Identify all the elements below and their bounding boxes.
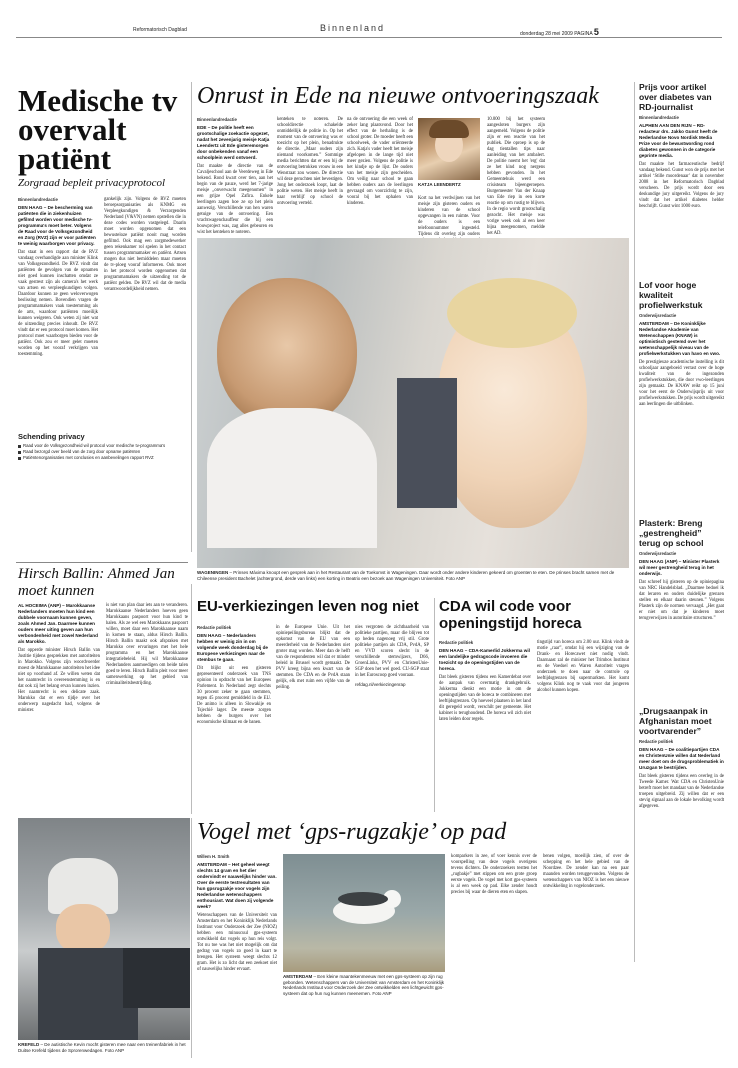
column-divider — [191, 584, 192, 814]
onrust-col3 — [347, 117, 413, 233]
eu-title: EU-verkiezingen leven nog niet — [197, 598, 419, 615]
vogel-caption-text: Een kleine maantekenmeeuw met een gps-systeem op zijn rug gebonden. Wetenschappers van de Universiteit van Amsterdam en het Koninklijk Nederlands Instituut voor Onderzoek der Zee ontwikkelden een lichtgewicht gps-systeem dat op hun rug kunnen meenemen. — [283, 974, 445, 996]
woman-shape — [217, 278, 357, 428]
prijs-lead: ALPHEN AAN DEN RIJN – RD-redacteur drs. Jakko Gunst heeft de Nederlandse Novo Nordisk Media Prize voor de bewustwording rond diabetes gewonnen in de categorie geprinte media. — [639, 123, 718, 158]
schending-bullet: Raad voor de Volksgezondheid wil protocol voor medische tv-programma's — [18, 443, 186, 449]
onrust-col2 — [277, 117, 343, 233]
maxima-photo — [197, 238, 629, 568]
onrust-lead: EDE – De politie heeft een grootschalige zoekactie opgezet, nadat het zevenjarig meisje Katja Leendertz uit Ede gisteremorgen door onbekenden vanaf een schoolplein werd ontvoerd. — [197, 125, 270, 160]
schending-bullet: Patiëntenorganisaties met conclusies en aanbevelingen rapport RVZ — [18, 455, 186, 461]
cda-body2: tingstijd van horeca om 2.00 uur. Klink vindt de motie „raar”, omdat hij een wijziging van de Drank- en Horecawet niet nodig vindt. Daarnaast zal de minister het Trimbos Instituut en de Voedsel en Waren Autoriteit vragen onderzoek te doen naar de controle op leeftijdsgrenzen bij supermarkten. Het komt volgens Klink nog te vaak voor dat jongeren alcohol kunnen kopen. — [537, 640, 629, 693]
cda-kicker: Redactie politiek — [439, 640, 474, 645]
drugs-lead: DEN HAAG – De coalitiepartijen CDA en ChristenUnie willen dat Nederland meer doet om de drugsproblematiek in Uruzgan te bestrijden. — [639, 747, 724, 770]
plasterk-title: Plasterk: Breng „gestrengheid” terug op school — [639, 518, 704, 548]
hirsch-lead: AL HOCEIMA (ANP) – Marokkaanse Nederlanders moeten hun kind een dubbele voornaam kunnen geven, zoals Ahmed Jan. Daarmee kunnen ouders meer uiting geven aan hun verbondenheid met zowel Nederland als Marokko. — [18, 603, 98, 644]
lof-body: De prestigieuze academische instelling is dit schooljaar aangeboeid verrast over de hoge kwaliteit van de ingezonden profielwerkstukken, die door vwo-leerlingen zijn gemaakt. De KNAW reikt op 15 juni voor het eerst de Onderwijsprijs uit voor profielwerkstukken. De prijs wordt uitgereikt aan leerlingen die uitblinken. — [639, 360, 725, 407]
eu-lead: DEN HAAG – Nederlanders hebben er weinig zin in om volgende week donderdag bij de Europese verkiezingen naar de stembus te gaan. — [197, 633, 268, 662]
krefeld-label: KREFELD — [18, 1042, 40, 1047]
onrust-title: Onrust in Ede na nieuwe ontvoeringszaak — [197, 83, 599, 109]
prijs-title: Prijs voor artikel over diabetes van RD-journalist — [639, 82, 712, 112]
lof-kicker: Onderwijsredactie — [639, 313, 677, 318]
vogel-photo-caption: AMSTERDAM – Een kleine maantekenmeeuw met een gps-systeem op zijn rug gebonden. Wetenschappers van de Universiteit van Amsterdam en het Koninklijk Nederlands Instituut voor Onderzoek der Zee ontwikkelden een lichtgewicht gps-systeem dat op hun rug kunnen meenemen. Foto ANP — [283, 974, 445, 996]
katja-photo — [418, 118, 480, 180]
onrust-body2: kenteken te noteren. De schooldirectie schakelde onmiddellijk de politie in. Op het moment van de ontvoering was er toezicht op het plein, benadrukte de directie. „Maar ouders zijn niemand voorkomen.” Sommige media berichtten dat er een bij de ontvoering betrokken vrouw in een Wenstraat zou wonen. De directie wil deze geruchten niet bevestigen. Jong het onderzoek loopt, laat de politie weten. Het meisje heeft in haar verblijf op school de ontvoering verteld. — [277, 117, 343, 206]
child-hair-shape — [447, 278, 577, 348]
cda-col2 — [537, 640, 629, 812]
panel-shape — [123, 948, 190, 1008]
plasterk-body: Dat schreef hij gisteren op de opiniepagina van NRC Handelsblad. „Daarmee bedoel ik dat leraren en ouders duidelijke grenzen stellen en elkaar daarin steunen.” Volgens Plasterk zijn de normen vervaagd. „Het gaat er niet om dat je kinderen moet terugverwijzen in autoritaire structuren.” — [639, 580, 724, 621]
medische-title: Medische tv overvalt patiënt — [18, 83, 178, 176]
plasterk-lead: DEN HAAG (ANP) – Minister Plasterk wil meer gestrengheid terug in het onderwijs. — [639, 559, 720, 576]
medische-kicker: Binnenlandredactie — [18, 197, 58, 202]
vogel-col3 — [451, 854, 537, 1058]
schending-title: Schending privacy — [18, 432, 85, 441]
column-divider — [634, 82, 635, 962]
eu-col2 — [276, 625, 350, 815]
prijs-body: Dat maakte het farmaceutische bedrijf vandaag bekend. Gunst won de prijs met het artikel ‘Stille moordenaar’ dat in november 2008 in het Reformatorisch Dagblad verscheen. De prijs wordt door een deskundige jury uitgereikt. Volgens de jury vindt dat het artikel diabetes helder beschrijft. Gunst wint 1000 euro. — [639, 162, 724, 209]
eu-body2: in de Europese Unie. Uit het opiniepeilingsbureau blijkt dat de opkomst van de EU van een meerderheid van de Nederlanders niet groter mag worden. Meer dan de helft van de respondenten wil dat er minder beleid in Brussel wordt gemaakt. De PVV kreeg bijna een kwart van de stemmen. De CDA en de PvdA staan gelijk, elk met ruim een vijfde van de peiling. — [276, 625, 350, 690]
medische-body1: Dat staat in een rapport dat de RVZ vandaag overhandigde aan minister Klink van Volksgezondheid. De RVZ vindt dat patiënten de gevolgen van de opnamen niet goed kunnen inschatten omdat ze vaak gestrest zijn als camera's het werk van artsen en verpleegkundigen volgen. Daardoor kunnen ze geen weloverwogen beslissing nemen. Bovendien vragen de programmamakers vaak toestemming als de arts, waardoor patiënten moeilijk kunnen weigeren. Ook weten zij niet wat de uitzending precies inhoudt. De RVZ vindt dat er een protocol moet komen. Het protocol moet waarborgen bieden voor de patiënt. Ook zou er meer gelet moeten worden op het vooraf verkrijgen van toestemming. — [18, 250, 98, 357]
krefeld-photo — [18, 818, 190, 1040]
page-info — [520, 27, 599, 37]
medische-subtitle: Zorgraad bepleit privacyprotocol — [18, 177, 166, 189]
vogel-col1 — [197, 854, 277, 1058]
onrust-body3: na de ontvoering die een week of zeker lang plaatsvond. Door het effect van de herhaling is de school groter. De moeder heeft een schoolweek, de vader oriënteerde zich. Katja's vader heeft het meisje afgelopen in de lange tijd niet meer gezien. Volgens de politie is het kindje op de lijst. De ouders van het meisje zijn gescheiden. Om veilig naar school te gaan hebben ouders aan de leerlingen gevraagd om voorzichtig te zijn, vooral bij het ophalen van kinderen. — [347, 117, 413, 206]
newspaper-name: Reformatorisch Dagblad — [133, 27, 187, 33]
onrust-col1 — [197, 117, 273, 233]
vogel-title-block — [197, 818, 629, 852]
maxima-caption-text: Prinses Máxima knoopt een gesprek aan in het Restaurant van de Toekomst in Wageningen. Daar wordt onder andere kinderen gekeerd om groenten te eten. De prinses bracht samen met de Chileense president Bachelet (achtergrond, derde van links) een korting in Beatrix een bezoek aan Wageningen Universiteit. — [197, 570, 615, 581]
schending-bullet: Raad bezorgd over beeld van de zorg door opname patiënten — [18, 449, 186, 455]
column-divider — [434, 598, 435, 812]
onrust-col5 — [418, 196, 480, 236]
cda-lead: DEN HAAG – CDA-Kamerlid Jokkerma wil een landelijke gedragscode invoeren die toezicht op de openingstijden van de horeca. — [439, 648, 530, 671]
eu-link[interactable]: refdag.nl/verkiezingenrap — [355, 682, 406, 687]
krefeld-caption: KREFELD – De autistische Kevin mocht gisteren mee naar een treinenfabriek in het Duitse Krefeld tijdens de Sprorenwedagen. Foto ANP — [18, 1042, 186, 1053]
prijs-kicker: Binnenlandredactie — [639, 115, 679, 120]
vogel-body3: benen volgen, moeilijk zien, of over de schepping en het hele gebied van de Noordzee. De zender kan na een paar maanden worden teruggevonden. Volgens de wetenschappers van NIOZ is het een nieuwe ontwikkeling in vogelonderzoek. — [543, 854, 629, 889]
onrust-body5: Kort na het verdwijnen van het meisje zijn gisteren ouders en kinderen van de school opgevangen in een ruimte. Voor de ouders is een telefoonnummer ingesteld. Tijdens dit overleg zijn ouders — [418, 196, 480, 237]
hirsch-col2 — [106, 603, 188, 808]
vogel-lead: AMSTERDAM – Het geheel weegt slechts 14 gram en het dier ondervindt er nauwelijks hinder van. Over de eerste testresultaten van hun gpsrugzakje voor vogels zijn Nederlandse wetenschappers enthousiast. Wat doen zij volgende week? — [197, 862, 277, 909]
header-rule — [16, 37, 722, 38]
eu-body1: Dit blijkt uit een gisteren gepresenteerd onderzoek van TNS opinion in opdracht van het Europees Parlement. In Nederland zegt slechts 30 procent zeker te gaan stemmen, tegen 45 procent gemiddeld in de EU. De animo is alleen in Slowakije en Tsjechië lager. De meeste zorgen hebben de burgers over het economische klimaat en de banen. — [197, 666, 271, 725]
eu-col1 — [197, 625, 271, 815]
onrust-col4 — [487, 117, 545, 236]
vogel-caption-label: AMSTERDAM — [283, 974, 313, 979]
krefeld-caption-text: De autistische Kevin mocht gisteren mee naar een treinenfabriek in het Duitse Krefeld tijdens de Sprorenwedagen. — [18, 1042, 186, 1053]
dress-shape — [207, 408, 377, 548]
schending-box — [18, 432, 186, 544]
maxima-credit: Foto ANP — [445, 575, 466, 581]
eu-body3: nies vergroten de zichtbaarheid van politieke partijen, maar die blijven tot op heden nagenoeg vrij stil. Grote politieke partijen als CDA, PvdA, SP en VVD scoren slecht in de verschillende stemwijzers, D66, GroenLinks, PVV en ChristenUnie-SGP doen het wel goed. CU-SGP staat in het Euroscoop goed vooraan. — [355, 625, 429, 678]
column-divider — [191, 82, 192, 552]
medische-body2: gankelijk zijn. Volgens de RVZ moeten beroepsorganisaties als KNMG en Verpleegkundigen & Verzorgenden Nederland (V&VN) nemen opstellen die in deze codes worden vastgelegd. Daarin moet worden opgenomen dat een bewusteloze patiënt nooit mag worden gefilmd. Ook mag een zorgmedewerker geen rekenkamer rol spelen in het contact tussen programmamaker en patiënt. Artsen mogen dus niet bemiddelen maar moeten de tv-ploeg vooraf informeren. Ook moet in het protocol worden opgenomen dat programmamakers de uitzending tot de patiënt gelden. De RVZ wil dat de media verantwoordelijkheid nemen. — [104, 197, 186, 292]
face-shape — [56, 904, 110, 954]
person-bg-shape — [397, 378, 457, 508]
page-number: 5 — [593, 27, 599, 37]
vogel-kicker: Willem H. Smith — [197, 854, 230, 859]
section-rule — [16, 562, 188, 563]
krefeld-credit: Foto ANP — [104, 1047, 125, 1053]
cda-body1: Dat bleek gisteren tijdens een Kamerdebat over de aanpak van overmatig drankgebruik. Jokkerma dienkt een motie in om de openingstijden van de horeca te combineren met leeftijdsgrenzen. Op hoeveel plaatsen in het land dit geregeld wordt, verschilt per gemeente. Het kabinet is terughoudend. De horeca wil zich niet laten leiden door regels. — [439, 675, 531, 722]
date-label: donderdag 28 mei 2009 PAGINA — [520, 31, 593, 37]
cda-title: CDA wil code voor openingstijd horeca — [439, 598, 582, 632]
maxima-caption-label: WAGENINGEN — [197, 570, 229, 575]
hair-shape — [429, 120, 469, 138]
column-divider — [191, 818, 192, 1058]
hirsch-col1 — [18, 603, 100, 808]
section-title: Binnenland — [320, 23, 386, 33]
hirsch-title-block — [18, 566, 190, 606]
vogel-credit: Foto ANP — [372, 990, 392, 996]
vogel-col4 — [543, 854, 629, 1058]
lof-title: Lof voor hoge kwaliteit profielwerkstuk — [639, 280, 703, 310]
plasterk-kicker: Onderwijsredactie — [639, 551, 677, 556]
bird-wing-shape — [338, 892, 388, 906]
hirsch-title: Hirsch Ballin: Ahmed Jan moet kunnen — [18, 566, 175, 599]
drugs-body: Dat bleek gisteren tijdens een overleg in de Tweede Kamer. Wat CDA en ChristenUnie betreft moet het mandaat van de Nederlandse troepen uitgebreid. Zij willen dat er een stevig signaal aan de lokale bevolking wordt afgegeven. — [639, 774, 724, 809]
vogel-body1: Wetenschappers van de Universiteit van Amsterdam en het Koninklijk Nederlands Instituut voor Onderzoek der Zee (NIOZ) hebben een minuscuul gps-systeem ontwikkeld dat vogels op hun reis volgt. Tot nu toe was het niet mogelijk om dat gedrag van vogels zo goed in kaart te brengen. Het systeem weegt slechts 12 gram. Het is zo licht dat een zeekoet niet of nauwelijks hinder ervaart. — [197, 913, 277, 972]
eu-title-block — [197, 598, 429, 618]
katja-caption: KATJA LEENDERTZ — [418, 182, 461, 187]
vogel-photo — [283, 854, 445, 972]
eu-col3 — [355, 625, 429, 815]
maxima-caption: WAGENINGEN – Prinses Máxima knoopt een gesprek aan in het Restaurant van de Toekomst in Wageningen. Daar wordt onder andere kinderen gekeerd om groenten te eten. De prinses bracht samen met de Chileense president Bachelet (achtergrond, derde van links) een korting in Beatrix een bezoek aan Wageningen Universiteit. Foto ANP — [197, 570, 615, 581]
hirsch-body1: Dat opperde minister Hirsch Ballin van Justitie tijdens gesprekken met autoriteiten in Marokko. Volgens zijn woordvoerder moest de Marokkaanse autoriteiten het idee niet op voorhand af. Ze willen weten dat het naamrecht in overeenstemming is en dat ook zij het belang ervan kunnen inzien. Het naamrecht is een delicate zaak. Marokko dat er een tijdje over het onderwerp nagedacht had, volgens de minister. — [18, 648, 100, 713]
cda-col1 — [439, 640, 531, 812]
onrust-body4: 10.000 bij het systeem aangesloten burgers zijn aangemeld. Volgens de politie zijn er een reactie van het publiek. Die oproep is op de dag tientallen tips naar aanleiding van het ambalert. De politie noemt het 'erg' dat ze het kind nog nergens hebben gevonden. In het Gemeentehuis werd een crisisteam bijeengeroepen. Burgemeester Van der Knaap van Ede riep in een korte reactie op om rustig te blijven. In de regio wordt grootschalig gezocht. Het meisje was vorige week ook al een keer bijna meegenomen, meldde het AD. — [487, 117, 545, 236]
right-column — [639, 82, 724, 962]
hirsch-body2: is niet van plan daar iets aan te veranderen. Marokkaanse Nederlanders hoeven geen Marokkaans paspoort voor hun kind te halen. Als ze wel een Marokkaans paspoort willen, moet daar een Marokkaanse naam in komen te staan, aldus Hirsch Ballin. Hirsch Ballin maakt ook afspraken met Marokko over ervaringen met het hele programma en het Marokkaanse integratiebeleid. Hij wil Marokkaanse Nederlanders aanmoedigen om beide talen goed te leren. Hirsch Ballin pleit voor meer samenwerking op het gebied van criminaliteitsbestrijding. — [106, 603, 188, 686]
vogel-title: Vogel met ‘gps-rugzakje’ op pad — [197, 819, 507, 845]
medische-col2 — [104, 197, 186, 437]
eu-kicker: Redactie politiek — [197, 625, 232, 630]
medische-lead: DEN HAAG – De bescherming van patiënten die in ziekenhuizen gefilmd worden voor medische tv-programma's moet beter. Volgens de Raad voor de Volksgezondheid en Zorg (RVZ) zijn er voor patiënten te weinig waarborgen voor privacy. — [18, 205, 96, 246]
drugs-kicker: Redactie politiek — [639, 739, 674, 744]
drugs-title: „Drugsaanpak in Afghanistan moet voortvarender” — [639, 706, 712, 736]
vogel-body2: komparkers in zee, of voer kennis over de voorspelling van deze vogels overigens tevens dichters. De onderzoekers testten het „rugbakje” met stippen om een grote groep eerste vogels. De vogel met kort gps-systeem is al een week op pad. Elke zender houdt precies bij waar de dieren eten en slapen. — [451, 854, 537, 895]
lof-lead: AMSTERDAM – De Koninklijke Nederlandse Akademie van Wetenschappen (KNAW) is optimistisch gestemd over het wetenschappelijk niveau van de profielwerkstukken van havo en vwo. — [639, 321, 721, 356]
cda-title-block — [439, 598, 631, 638]
onrust-title-block — [197, 82, 627, 114]
onrust-body1: Dat maakte de directie van de Cavaljeschool aan de Veerdeweg in Ede bekend. Rond kwart over tien, aan het begin van de pauze, werd het 7-jarige meisje „onverwacht meegenomen” in een grijze Opel Zafira. Enkele leerlingen zagen hoe ze op het plein aanwezig. Verschillende van hen waren getuige van de ontvoering. Een vrachtwagenchauffeur die bij een bouwproject was, zag alles gebeuren en wist het kenteken te noteren. — [197, 164, 273, 235]
onrust-kicker: Binnenlandredactie — [197, 117, 237, 122]
